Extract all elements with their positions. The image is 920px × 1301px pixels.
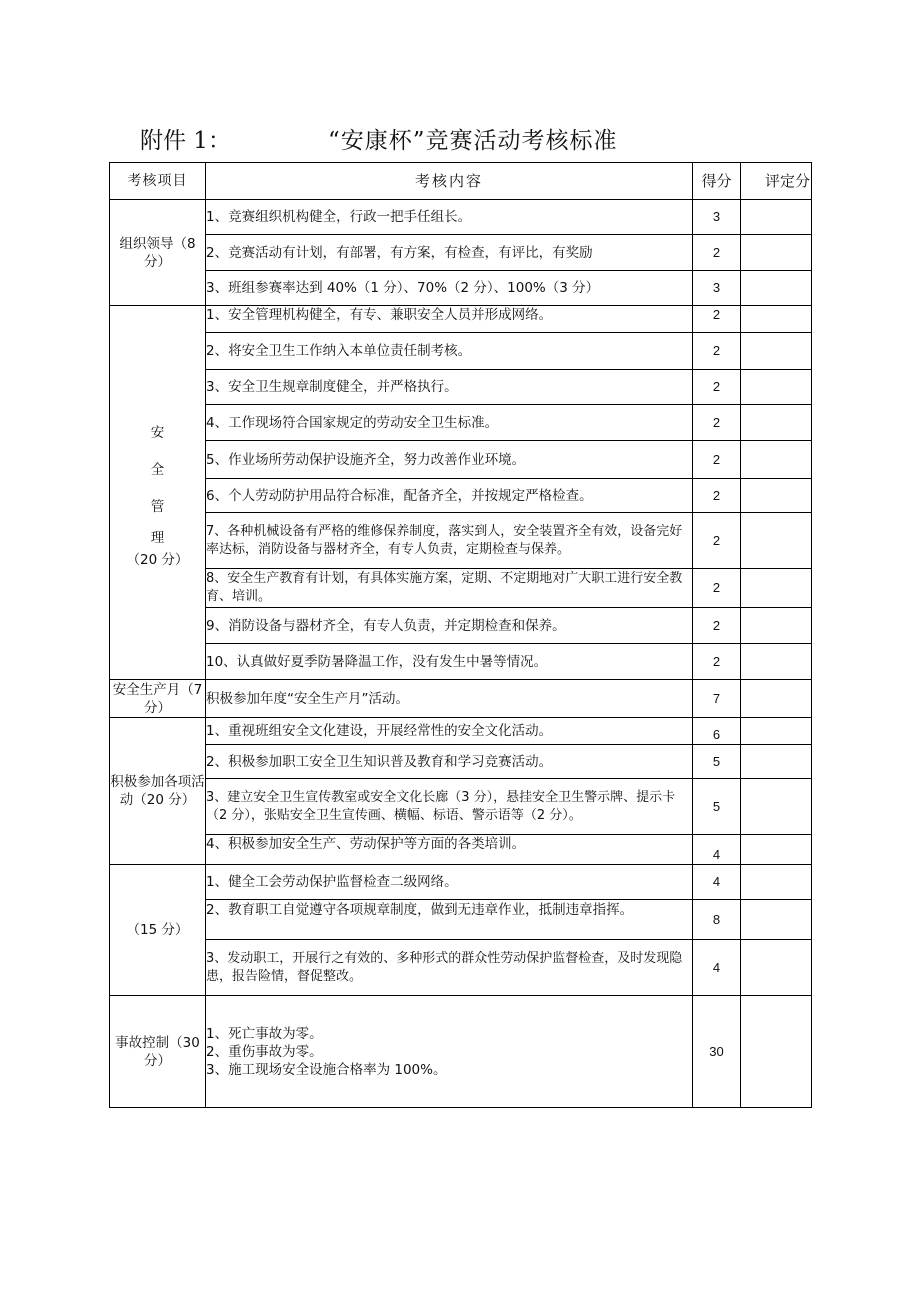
criterion-score: 6	[693, 718, 741, 745]
criterion-content: 3、安全卫生规章制度健全，并严格执行。	[206, 370, 693, 405]
criterion-line: 3、施工现场安全设施合格率为 100%。	[206, 1061, 447, 1078]
rating-cell[interactable]	[741, 333, 812, 370]
criterion-score: 2	[693, 333, 741, 370]
rating-cell[interactable]	[741, 779, 812, 835]
criterion-score: 3	[693, 200, 741, 235]
rating-cell[interactable]	[741, 306, 812, 333]
criterion-content: 2、将安全卫生工作纳入本单位责任制考核。	[206, 333, 693, 370]
criterion-content: 7、各种机械设备有严格的维修保养制度，落实到人，安全装置齐全有效，设备完好率达标，消防设备与器材齐全，有专人负责，定期检查与保养。	[206, 513, 693, 569]
criterion-content: 3、班组参赛率达到 40%（1 分）、70%（2 分）、100%（3 分）	[206, 271, 693, 306]
rating-cell[interactable]	[741, 441, 812, 479]
document-heading	[140, 122, 700, 158]
rating-cell[interactable]	[741, 271, 812, 306]
table-row	[110, 865, 812, 900]
category-char: 管	[150, 499, 165, 515]
table-row	[110, 835, 812, 865]
rating-cell[interactable]	[741, 405, 812, 441]
criterion-content: 5、作业场所劳动保护设施齐全，努力改善作业环境。	[206, 441, 693, 479]
criterion-content: 1、重视班组安全文化建设，开展经常性的安全文化活动。	[206, 718, 693, 745]
table-row	[110, 479, 812, 513]
criterion-score: 2	[693, 235, 741, 271]
category-safety-management	[110, 306, 206, 680]
criterion-score: 2	[693, 608, 741, 644]
category-supervision: （15 分）	[110, 865, 206, 996]
criterion-score: 2	[693, 405, 741, 441]
criterion-content: 8、安全生产教育有计划，有具体实施方案，定期、不定期地对广大职工进行安全教育、培训。	[206, 569, 693, 608]
rating-cell[interactable]	[741, 479, 812, 513]
rating-cell[interactable]	[741, 835, 812, 865]
table-row	[110, 745, 812, 779]
criterion-score: 7	[693, 680, 741, 718]
header-score: 得分	[693, 163, 741, 200]
category-points: （20 分）	[126, 552, 189, 568]
table-row	[110, 608, 812, 644]
table-row	[110, 940, 812, 996]
criterion-content: 1、健全工会劳动保护监督检查二级网络。	[206, 865, 693, 900]
criterion-content: 10、认真做好夏季防暑降温工作，没有发生中暑等情况。	[206, 644, 693, 680]
table-row	[110, 405, 812, 441]
criterion-content: 6、个人劳动防护用品符合标准，配备齐全，并按规定严格检查。	[206, 479, 693, 513]
category-activities: 积极参加各项活动（20 分）	[110, 718, 206, 865]
rating-cell[interactable]	[741, 745, 812, 779]
table-row	[110, 996, 812, 1108]
criterion-content: 1、竞赛组织机构健全，行政一把手任组长。	[206, 200, 693, 235]
criterion-score: 3	[693, 271, 741, 306]
header-content: 考核内容	[206, 163, 693, 200]
header-rating: 评定分	[741, 163, 812, 200]
criterion-content: 积极参加年度“安全生产月”活动。	[206, 680, 693, 718]
rating-cell[interactable]	[741, 996, 812, 1108]
criterion-score: 5	[693, 779, 741, 835]
table-row	[110, 900, 812, 940]
rating-cell[interactable]	[741, 644, 812, 680]
table-row	[110, 644, 812, 680]
criterion-score: 4	[693, 865, 741, 900]
header-item: 考核项目	[110, 163, 206, 200]
criterion-content: 2、积极参加职工安全卫生知识普及教育和学习竞赛活动。	[206, 745, 693, 779]
rating-cell[interactable]	[741, 718, 812, 745]
rating-cell[interactable]	[741, 940, 812, 996]
criterion-score: 30	[693, 996, 741, 1108]
category-char: 全	[150, 462, 165, 478]
category-safety-month: 安全生产月（7 分）	[110, 680, 206, 718]
criterion-line: 2、重伤事故为零。	[206, 1043, 323, 1060]
criterion-score: 2	[693, 441, 741, 479]
table-row	[110, 779, 812, 835]
criterion-score: 8	[693, 900, 741, 940]
rating-cell[interactable]	[741, 900, 812, 940]
rating-cell[interactable]	[741, 200, 812, 235]
table-row	[110, 306, 812, 333]
criterion-content: 9、消防设备与器材齐全，有专人负责，并定期检查和保养。	[206, 608, 693, 644]
criterion-score: 2	[693, 479, 741, 513]
criterion-score: 2	[693, 306, 741, 333]
rating-cell[interactable]	[741, 513, 812, 569]
table-row	[110, 513, 812, 569]
criterion-score: 2	[693, 644, 741, 680]
rating-cell[interactable]	[741, 569, 812, 608]
table-row	[110, 200, 812, 235]
criterion-score: 2	[693, 370, 741, 405]
table-row	[110, 680, 812, 718]
document-title: “安康杯”竞赛活动考核标准	[328, 128, 618, 154]
rating-cell[interactable]	[741, 865, 812, 900]
category-organization: 组织领导（8分）	[110, 200, 206, 306]
assessment-standard-table	[109, 162, 812, 1108]
table-row	[110, 370, 812, 405]
category-char: 安	[150, 425, 165, 441]
criterion-score: 4	[693, 835, 741, 865]
criterion-score: 5	[693, 745, 741, 779]
table-row	[110, 271, 812, 306]
criterion-content: 2、竞赛活动有计划，有部署，有方案，有检查，有评比，有奖励	[206, 235, 693, 271]
rating-cell[interactable]	[741, 680, 812, 718]
table-header-row	[110, 163, 812, 200]
category-char: 理	[150, 530, 165, 546]
criterion-score: 4	[693, 940, 741, 996]
criterion-content: 2、教育职工自觉遵守各项规章制度，做到无违章作业，抵制违章指挥。	[206, 900, 693, 940]
table-row	[110, 333, 812, 370]
table-row	[110, 718, 812, 745]
rating-cell[interactable]	[741, 235, 812, 271]
table-row	[110, 235, 812, 271]
table-row	[110, 569, 812, 608]
criterion-content: 3、建立安全卫生宣传教室或安全文化长廊（3 分），悬挂安全卫生警示牌、提示卡（2 分），张贴安全卫生宣传画、横幅、标语、警示语等（2 分）。	[206, 779, 693, 835]
criterion-content: 1、安全管理机构健全，有专、兼职安全人员并形成网络。	[206, 306, 693, 333]
criterion-line: 1、死亡事故为零。	[206, 1025, 323, 1042]
rating-cell[interactable]	[741, 608, 812, 644]
rating-cell[interactable]	[741, 370, 812, 405]
table-row	[110, 441, 812, 479]
criterion-content: 3、发动职工，开展行之有效的、多种形式的群众性劳动保护监督检查，及时发现隐患，报告险情，督促整改。	[206, 940, 693, 996]
criterion-score: 2	[693, 513, 741, 569]
criterion-content	[206, 996, 693, 1108]
criterion-content: 4、工作现场符合国家规定的劳动安全卫生标准。	[206, 405, 693, 441]
criterion-content: 4、积极参加安全生产、劳动保护等方面的各类培训。	[206, 835, 693, 865]
attachment-label: 附件 1：	[140, 128, 231, 154]
criterion-score: 2	[693, 569, 741, 608]
category-accident-control: 事故控制（30 分）	[110, 996, 206, 1108]
